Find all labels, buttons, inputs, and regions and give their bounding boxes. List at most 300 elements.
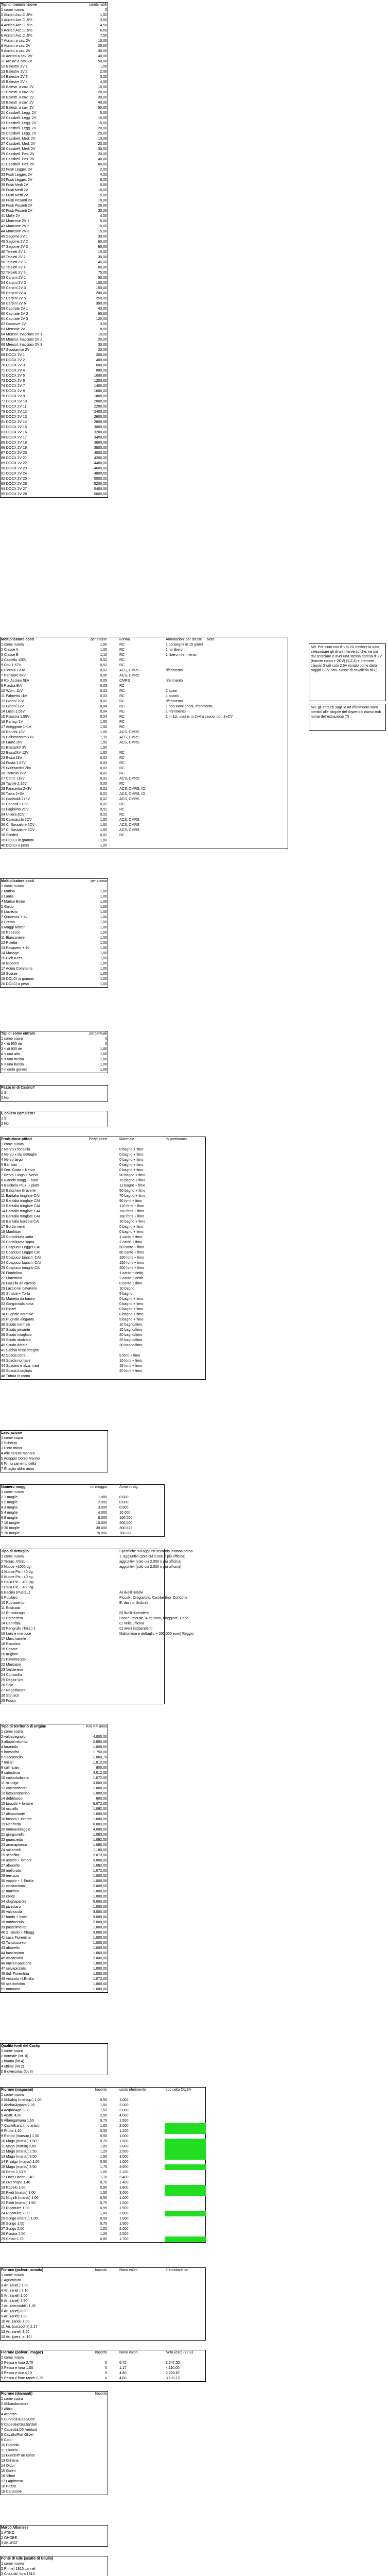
cell-value: 2 canto + dettb (119, 1277, 144, 1280)
cell-value: RC (119, 689, 125, 693)
cell-value: 4,80 (119, 2377, 127, 2380)
row-label: 44 Moncone 2V 3 (1, 230, 29, 233)
cell-value: C: nella ufficina (119, 1622, 144, 1625)
row-label: 10 Ruotavento (1, 1601, 25, 1605)
cell-value: 700.000 (119, 1532, 133, 1535)
cell-value: 5,00 (100, 183, 107, 187)
cell-value: 0 bagno + fimo (119, 1148, 144, 1151)
row-label: 10 Acciari a cav. 2V (1, 55, 32, 58)
row-label: 9 Maggi Mister (1, 926, 25, 929)
cell-value: 1.000,00 (93, 1895, 107, 1899)
row-label: 2 Classe A (1, 648, 19, 652)
cell-value: 30 bagno/fimo (119, 1344, 143, 1347)
cell-value: 600,00 (96, 364, 107, 367)
cell-value: RC (119, 643, 125, 647)
section-subtitle: Importo (95, 2351, 107, 2354)
row-label: 38 nordoccolo (1, 1921, 24, 1924)
cell-value: RC (119, 694, 125, 698)
row-label: 6 Cabestia/Grazia/dall (1, 2423, 37, 2427)
cell-value: 15,00 (98, 250, 107, 254)
cell-value: 1,50 (100, 2155, 107, 2159)
cell-value: 70 bagno + fimo (119, 1194, 146, 1198)
cell-value: 0,02 (100, 756, 107, 760)
cell-value: 1.000 (119, 2160, 129, 2164)
cell-value: 100.000 (119, 1516, 133, 1520)
cell-value: 0,85 (100, 2238, 107, 2241)
cell-value: 4.012,00 (93, 1771, 107, 1775)
row-label: 5 Curvoulus/Zac/Ditti (1, 2418, 34, 2421)
cell-value: 1,00 (100, 1053, 107, 1056)
cell-value: 50 canto + fimo (119, 1246, 145, 1249)
cell-value: 0,03 (100, 761, 107, 765)
row-label: 13 Bantalia tringlate CAI (1, 1205, 40, 1208)
cell-value: 10 fonti + fimo (119, 1359, 143, 1363)
row-label: 11 Bantalia tringlate CAI (1, 1194, 40, 1198)
cell-value: RC (119, 658, 125, 662)
cell-value: 6,00 (100, 178, 107, 182)
cell-value (165, 1374, 206, 1379)
row-label: 4 Argento (1, 2413, 16, 2416)
cell-value: 180 fonti + fimo (119, 1215, 145, 1218)
cell-value: 10,00 (98, 225, 107, 228)
row-label: 9 Cotti! (1, 2438, 13, 2442)
row-label: 33 conte (1, 1895, 15, 1899)
row-label: 5 Ari. (ariel) 1.00 (1, 2294, 28, 2298)
cell-value (77, 2540, 108, 2546)
row-label: 6 < una bassa (1, 1063, 24, 1066)
row-label: 2 Nervo x fondello (1, 1148, 30, 1151)
cell-value: 1 no libero (166, 648, 183, 652)
row-label: 20 Balestr. a cav. 2V (1, 106, 34, 110)
row-label: 85 DOCX 2V 18 (1, 441, 27, 445)
section-title: Moltiplicatore costi (1, 638, 34, 641)
cell-value (118, 1698, 165, 1704)
row-label: 8 calimpaio (1, 1766, 20, 1770)
row-label: 6 Saccamello (1, 1756, 23, 1759)
row-label: 1 come sopra (1, 1436, 23, 1440)
row-label: 36 Fusti Medi 2V (1, 189, 28, 192)
cell-value: 0,75 (100, 2119, 107, 2123)
column-header: Annotazioni per classe (166, 638, 202, 641)
cell-value: 1.000,00 (93, 1787, 107, 1790)
cell-value: 0,50 (100, 2098, 107, 2102)
row-label: 1 come nuova (1, 643, 24, 647)
cell-value: 2.000,00 (93, 1957, 107, 1960)
row-label: 9 Rondo (marsup.) 1,00 (1, 2134, 39, 2138)
table-row (0, 1067, 388, 1073)
cell-value (77, 1466, 108, 1472)
row-label: 64 Mensol. Inacciaio 2V 1 (1, 333, 43, 336)
row-label: 15 Pangrullo (Tars.) 1 (1, 1627, 36, 1631)
row-label: 18 Pezzo (1, 2485, 16, 2488)
row-label: 7 Panaiore 5kV (1, 674, 26, 677)
cell-value: 1.800 (119, 2186, 129, 2190)
row-label: 11 Ari. (coccodrill) 2,17 (1, 2325, 38, 2329)
cell-value: 2.000 (119, 2227, 129, 2231)
row-label: 40 Scudo dorato (1, 1344, 28, 1347)
row-label: 92 DOCX 2V 25 (1, 477, 27, 481)
cell-value: 1,00 (100, 946, 107, 950)
column-header: Materiale (119, 1138, 134, 1141)
row-label: 22 Cassbell. Legg. 2V (1, 116, 37, 120)
row-label: 73 DOCX 2V 6 (1, 379, 25, 383)
row-label: 5 Adatt. 4,00 (1, 2114, 22, 2117)
row-label: 23 Rigattuire 1,90 (1, 2207, 30, 2210)
cell-value: 1.000,00 (93, 1962, 107, 1965)
cell-value: 100,00 (96, 281, 107, 285)
cell-value: 1.000,00 (93, 1905, 107, 1909)
cell-value: 0,50 (100, 2134, 107, 2138)
cell-value: RC (119, 772, 125, 775)
cell-value: 1,00 (100, 895, 107, 899)
cell-value: ACS, CMRS (119, 777, 139, 781)
row-label: 23 Verbenese (1, 1668, 24, 1672)
row-label: 2 Terrac. Vitrin. (1, 1560, 25, 1564)
cell-value: 1,10 (100, 736, 107, 739)
cell-value: 2.547,50 (166, 2361, 180, 2365)
row-label: 32 Fusti Legger. 2V (1, 168, 32, 172)
cell-value: 1,00 (100, 982, 107, 986)
cell-value: 50,00 (98, 106, 107, 110)
cell-value: RC (119, 782, 125, 786)
row-label: 6 Rinforzamento della (1, 1462, 37, 1466)
section-title: Tipi di manutenzione (1, 3, 37, 7)
cell-value: 1,00 (100, 65, 107, 69)
cell-value: 1,00 (100, 941, 107, 945)
cell-value (77, 1095, 108, 1101)
cell-value: 1.000,00 (93, 1982, 107, 1986)
highlight-cell (165, 2236, 206, 2242)
row-label: 25 Cassbell. Legg. 2V (1, 132, 37, 135)
cell-value: 15,00 (98, 230, 107, 233)
row-label: 60 Capriate 2V 2 (1, 312, 28, 316)
row-label: 9 Ari. (ariel) 1,00 (1, 2315, 28, 2318)
row-label: 3 Abeba/Apparc 2,00 (1, 2104, 35, 2107)
section-subtitle: per classe (91, 879, 107, 883)
row-label: 38 Scrideri (1, 834, 19, 837)
cell-value: 1.750,00 (93, 1751, 107, 1754)
row-label: 30 Striscie + Torta (1, 1292, 30, 1296)
row-label: 2 GHOBE (1, 2536, 17, 2540)
cell-value: 4.000 (98, 1511, 107, 1515)
row-label: 8 Cavallo/Roll Olive! (1, 2433, 34, 2437)
section-title: Tipo di dettaglio (1, 1550, 29, 1553)
row-label: 84 DOCX 2V 17 (1, 436, 27, 439)
row-label: 77 DOCX 2V 10 (1, 400, 27, 403)
cell-value: 1.180,00 (93, 1849, 107, 1852)
row-label: 7 < certo genere (1, 1068, 28, 1072)
cell-value: 1,17 (119, 2366, 127, 2370)
row-label: 11 Mago (marsu) 2,00 (1, 2145, 37, 2148)
cell-value: 1,00 (100, 648, 107, 652)
row-label: 20 DOLCI a peso (1, 982, 29, 986)
cell-value: 0 (105, 2371, 107, 2375)
row-label: 3 Pesca e fiora 1,00 (1, 2366, 33, 2370)
cell-value: 0 bagno + fimo (119, 1230, 144, 1234)
cell-value (118, 2334, 165, 2340)
row-label: 4 Alle sereze Mancra (1, 1452, 35, 1455)
cell-value: 1.000 (119, 2134, 129, 2138)
cell-value: ACS, CMRS (119, 823, 139, 827)
row-label: 24 saltamelli (1, 1849, 21, 1852)
row-label: 28 Sbrusco (1, 1694, 20, 1698)
row-label: 28 Cassbell. Med. 2V (1, 147, 36, 151)
row-label: 29 Laccio lar cavaliere (1, 1287, 37, 1291)
cell-value: 0,02 (100, 669, 107, 672)
row-label: 18 Balestr. a cav. 2V (1, 96, 34, 99)
row-label: 16 Viltro! (1, 2475, 15, 2478)
row-label: 26 astolfo + lombre (1, 1859, 32, 1862)
row-label: 1 come nuova (1, 1143, 24, 1146)
row-label: 1 come nuova (1, 8, 24, 12)
row-label: 1 come nuova (1, 2274, 24, 2277)
cell-value: RC (119, 653, 125, 657)
row-label: 18 Ranchi 12V (1, 731, 25, 734)
cell-value: 3.000 (119, 2155, 129, 2159)
row-label: 2 < di 900 de (1, 1042, 22, 1046)
cell-value: Piccoli : Dragostino, Cambertino, Condotte (119, 1596, 188, 1600)
column-header: Specifiche sui aggiunti secondo lontana prima (119, 1550, 193, 1553)
cell-value: 0,03 (100, 684, 107, 688)
cell-value (206, 843, 288, 849)
section-subtitle: Km <-> anno (86, 1725, 107, 1728)
column-header: % partimonio (166, 1138, 187, 1141)
row-label: 47 Sagome 2V 3 (1, 245, 28, 249)
cell-value: 0,02 (100, 700, 107, 703)
cell-value: 3400,00 (94, 436, 107, 439)
row-label: 14 Rivalgo (marsu) 1,00 (1, 2160, 40, 2164)
row-label: 44 bassissimo (1, 1952, 24, 1955)
cell-value: RC (119, 761, 125, 765)
cell-value: 0,02 (100, 813, 107, 817)
row-label: 25 Degaz-Urs (1, 1679, 24, 1682)
row-label: 9 sabadena (1, 1771, 20, 1775)
row-label: 39 Scudo sbalzato (1, 1338, 31, 1342)
row-label: 9 70 moglie (1, 1532, 20, 1535)
row-label: 1 come sopra (1, 2397, 23, 2401)
row-label: 8 Rb. Acciaio 5kV (1, 679, 29, 683)
cell-value: 1.072,00 (93, 1776, 107, 1780)
cell-value: 6,72 (119, 2361, 127, 2365)
row-label: 3 Laura (1, 895, 13, 899)
row-label: 26 Sojo (1, 1684, 13, 1687)
cell-value: 2800,00 (94, 420, 107, 424)
cell-value: 0,75 (100, 2201, 107, 2205)
cell-value: 1.000,00 (93, 1792, 107, 1795)
cell-value: 1,00 (100, 823, 107, 827)
cell-value: 0,02 (100, 803, 107, 806)
cell-value: 0 (105, 2377, 107, 2380)
row-label: 10 cattiadodanna (1, 1776, 29, 1780)
cell-value: 1,00 (100, 962, 107, 965)
row-label: 30 vapolo + 1 Emilia (1, 1879, 34, 1883)
row-label: 23 aromaplanca (1, 1843, 27, 1847)
row-label: 30 Cassbell. Pes. 2V (1, 158, 34, 161)
cell-value: 0,55 (100, 2129, 107, 2133)
cell-value: 3.000 (98, 1506, 107, 1510)
row-label: 4 Acciari Acc.C .5% (1, 24, 32, 27)
row-label: 80 DOCX 2V 13 (1, 415, 27, 419)
cell-value: 1 canto + dettb (119, 1272, 144, 1275)
cell-value: 0,04 (100, 705, 107, 708)
cell-value: 4,00 (100, 173, 107, 177)
row-label: 12 Pulette (1, 941, 17, 945)
row-label: 11 Palmetto 1kV (1, 694, 27, 698)
note-box-2 (309, 704, 386, 731)
cell-value: 3.000,00 (93, 1782, 107, 1785)
cell-value: 1,50 (100, 2109, 107, 2112)
cell-value: 1,00 (100, 751, 107, 755)
cell-value (118, 1374, 165, 1379)
cell-value: 150 fonti + fimo (119, 1210, 145, 1213)
cell-value: 30,00 (98, 49, 107, 53)
column-header: Nano valori (119, 2268, 138, 2272)
row-label: 13 Pasqueto + 4v (1, 946, 29, 950)
row-label: 61 Capriate 2V 3 (1, 317, 28, 321)
cell-value: 1,00 (100, 931, 107, 935)
row-label: 50 scarborolon (1, 1982, 25, 1986)
cell-value: 1,00 (100, 1068, 107, 1072)
cell-value: 3000,00 (94, 426, 107, 429)
cell-value: 10.000 (119, 1511, 131, 1515)
row-label: 47 selvapiccola (1, 1967, 26, 1971)
row-label: 42 Spada corta (1, 1354, 26, 1358)
cell-value: 5000,00 (94, 477, 107, 481)
row-label: 20 Piedi (marsu) 3,00 (1, 2191, 36, 2195)
row-label: 62 Ganasce 2V (1, 323, 26, 326)
cell-value: 40,00 (98, 101, 107, 105)
cell-value: 300,00 (96, 302, 107, 306)
row-label: 39 pastellmenta (1, 1926, 27, 1929)
row-label: 6 Albenga/tiana 1,50 (1, 2119, 34, 2123)
cell-value: 0 bagno + fimo (119, 1158, 144, 1162)
cell-value: 4.000,00 (93, 1828, 107, 1832)
cell-value: ACS, CMRS (119, 731, 139, 734)
row-label: 16 Dedo 2,10 H (1, 2171, 27, 2174)
row-label: 16 ucciallo (1, 1807, 19, 1811)
section-title: Fonte di Gile (scatto di Gilulio) (1, 2557, 54, 2561)
cell-value: 1,00 (100, 2145, 107, 2148)
cell-value: 1,75 (100, 2165, 107, 2169)
cell-value: 3,00 (100, 19, 107, 22)
row-label: 7 Nervo Lungo + Nervo (1, 1174, 39, 1177)
cell-value: RC (119, 803, 125, 806)
row-label: 17 Aceggiate 1+1V (1, 725, 31, 729)
cell-value: 1 canto + fimo (119, 1235, 143, 1239)
row-label: 7 Ritaglio dbho anno (1, 1467, 34, 1471)
row-label: 28 Piastra 2,50 (1, 2232, 26, 2236)
cell-value: 2.500 (119, 2150, 129, 2154)
cell-value: 1000,00 (94, 374, 107, 378)
row-label: 17 Ober Haelm 3,40 (1, 2176, 34, 2179)
row-label: 3 Nuoce +1000 dg. (1, 1565, 32, 1569)
row-label: 10 Balschen Graverle (1, 1189, 36, 1193)
section-subtitle: percentuali (89, 1032, 107, 1036)
row-label: 6 Oro. Gatto + Nervo (1, 1168, 35, 1172)
cell-value: 2.000,00 (93, 1921, 107, 1924)
row-label: 82 DOCX 2V 15 (1, 426, 27, 429)
cell-value: 1800,00 (94, 395, 107, 398)
table-row (0, 2376, 388, 2381)
row-label: 5 Pesca e fiore ranch 2,72 (1, 2377, 43, 2380)
cell-value: 10 bagno + fimo (119, 1220, 146, 1224)
cell-value: 0,06 (100, 674, 107, 677)
cell-value: 4.000 (119, 2114, 129, 2117)
row-label: 11 Cluvela (1, 2449, 18, 2452)
cell-value: RC (119, 684, 125, 688)
cell-value: CMRS (119, 679, 130, 683)
row-label: 14 Carinfala (1, 1622, 21, 1625)
cell-value: 3.000,00 (93, 1931, 107, 1935)
row-label: 21 Cassbell. Legg. 2V (1, 111, 37, 115)
cell-value: 1,00 (100, 2212, 107, 2215)
row-label: 58 Carpini 2V 6 (1, 302, 26, 306)
row-label: 7 Cabestia DX venture (1, 2428, 38, 2432)
cell-value: 1.500 (119, 2222, 129, 2226)
row-label: 8 Blanchi magg. + tutor (1, 1179, 39, 1182)
row-label: 3 Nervo x dal dettaglio (1, 1153, 37, 1157)
row-label: 5 4 moglie (1, 1511, 18, 1515)
cell-value (165, 2334, 206, 2340)
table-row (0, 843, 388, 849)
row-label: 5 Adoppio Dorso Marino (1, 1457, 40, 1461)
row-label: 39 Fusti Pesanti 2V (1, 204, 32, 208)
cell-value: 0,02 (100, 772, 107, 775)
row-label: 48 dol. Fiorentina (1, 1972, 29, 1976)
cell-value: 1,00 (100, 731, 107, 734)
table-row (0, 1698, 388, 1704)
row-label: 10 Rebecco (1, 931, 21, 935)
cell-value: 1.000,00 (93, 1946, 107, 1950)
cell-value: 15,00 (98, 122, 107, 125)
cell-value: 3.500 (119, 2165, 129, 2169)
cell-value (77, 2334, 108, 2340)
row-label: 8 Bacino (Pucci...) (1, 1591, 30, 1595)
row-label: 1 come nuova (1, 885, 24, 888)
row-label: 18 Piscalino (1, 1642, 21, 1646)
cell-value: 20,00 (98, 127, 107, 130)
cell-value: RC (119, 834, 125, 837)
cell-value: 50,00 (98, 60, 107, 63)
cell-value: 75,00 (98, 271, 107, 275)
cell-value: 1,00 (100, 2124, 107, 2128)
section-title: Fiorone (diamanti) (1, 2392, 33, 2396)
cell-value: 20,00 (98, 348, 107, 352)
row-label: 49 Telaieti 2V 2 (1, 256, 26, 259)
row-label: 45 Sagome 2V 1 (1, 235, 28, 239)
cell-value: 2.000 (119, 2124, 129, 2128)
cell-value: 45,00 (98, 261, 107, 264)
cell-value: ACS, CMRS (119, 669, 139, 672)
cell-value: 2,00 (100, 2114, 107, 2117)
row-label: 4 Castello 120V (1, 658, 27, 662)
cell-value (165, 843, 206, 849)
row-label: 1 Sì (1, 1117, 8, 1121)
cell-value: 0,02 (100, 808, 107, 811)
cell-value: 4800,00 (94, 472, 107, 476)
section-title: Produzione pittori (1, 1138, 32, 1141)
row-label: 21 Cospucui Legger CAI (1, 1246, 41, 1249)
row-label: 42 Moncone 2V 1 (1, 219, 29, 223)
row-label: 13 Grillana (1, 2459, 19, 2463)
table-row (0, 2571, 388, 2576)
cell-value: 1,00 (100, 2227, 107, 2231)
cell-value: 0,50 (100, 2196, 107, 2200)
cell-value: 5,00 (100, 219, 107, 223)
table-row (0, 1095, 388, 1101)
table-row (0, 1121, 388, 1127)
row-label: 9 Balchere Piux. + piatti (1, 1184, 39, 1188)
